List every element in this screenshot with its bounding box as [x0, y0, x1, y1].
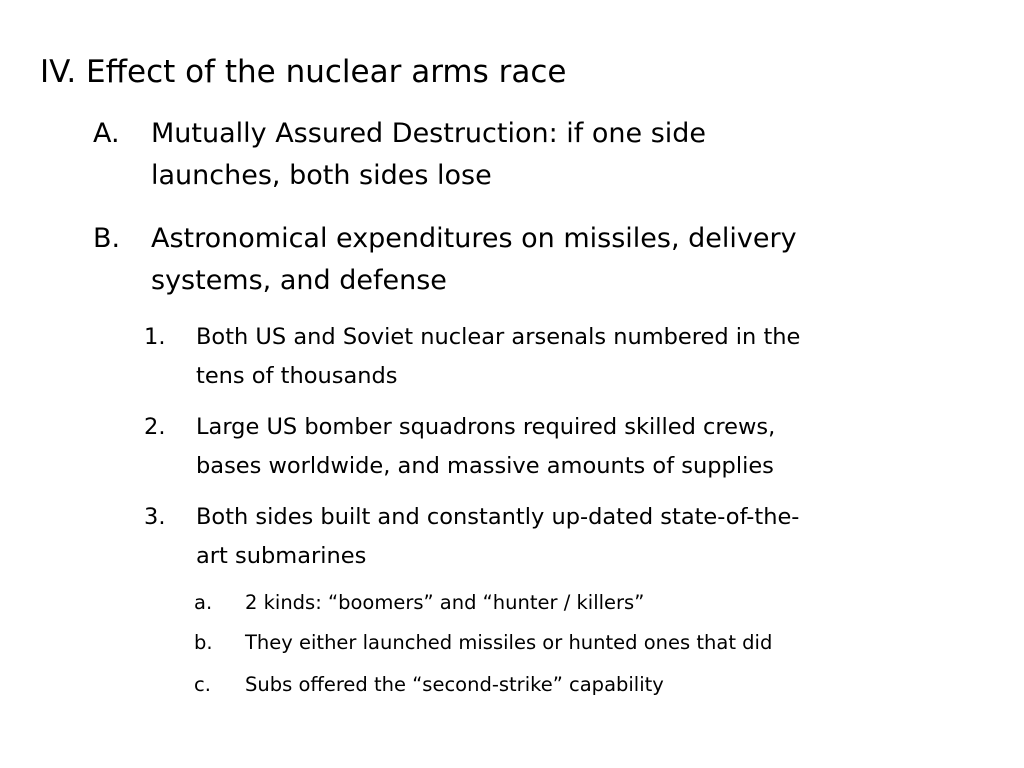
point-b-3-marker: 3.: [144, 504, 166, 530]
slide-title: IV. Effect of the nuclear arms race: [40, 54, 567, 90]
point-b-3-b: [194, 626, 974, 660]
point-b-text: [151, 218, 963, 302]
point-b-2: [144, 408, 974, 486]
point-b-1-line-2: tens of thousands: [196, 363, 398, 389]
point-b-3-c-marker: c.: [194, 673, 211, 696]
point-b-3-a: [194, 586, 974, 620]
point-a-line-1: Mutually Assured Destruction: if one side: [151, 118, 707, 149]
point-b: [93, 218, 963, 302]
point-b-1: [144, 318, 974, 396]
point-b-2-marker: 2.: [144, 414, 166, 440]
point-b-1-marker: 1.: [144, 324, 166, 350]
point-a-text: [151, 113, 963, 197]
point-b-2-text: [196, 408, 974, 486]
point-a-line-2: launches, both sides lose: [151, 160, 492, 191]
point-b-3-b-marker: b.: [194, 631, 213, 654]
point-b-line-2: systems, and defense: [151, 265, 447, 296]
point-b-3: [144, 498, 974, 576]
point-b-3-c-text: Subs offered the “second-strike” capability: [245, 673, 664, 696]
point-b-2-line-1: Large US bomber squadrons required skilled crews,: [196, 414, 776, 440]
point-b-3-text: [196, 498, 974, 576]
point-b-3-b-text: They either launched missiles or hunted ones that did: [245, 631, 773, 654]
point-a-marker: A.: [93, 118, 120, 149]
point-b-1-line-1: Both US and Soviet nuclear arsenals numbered in the: [196, 324, 801, 350]
point-b-3-a-text: 2 kinds: “boomers” and “hunter / killers”: [245, 591, 645, 614]
point-b-1-text: [196, 318, 974, 396]
point-b-3-line-1: Both sides built and constantly up-dated state-of-the-: [196, 504, 800, 530]
point-b-marker: B.: [93, 223, 121, 254]
point-b-2-line-2: bases worldwide, and massive amounts of supplies: [196, 453, 774, 479]
point-b-3-c: [194, 668, 974, 702]
point-b-3-line-2: art submarines: [196, 543, 367, 569]
point-a: [93, 113, 963, 197]
point-b-3-a-marker: a.: [194, 591, 213, 614]
point-b-line-1: Astronomical expenditures on missiles, delivery: [151, 223, 797, 254]
